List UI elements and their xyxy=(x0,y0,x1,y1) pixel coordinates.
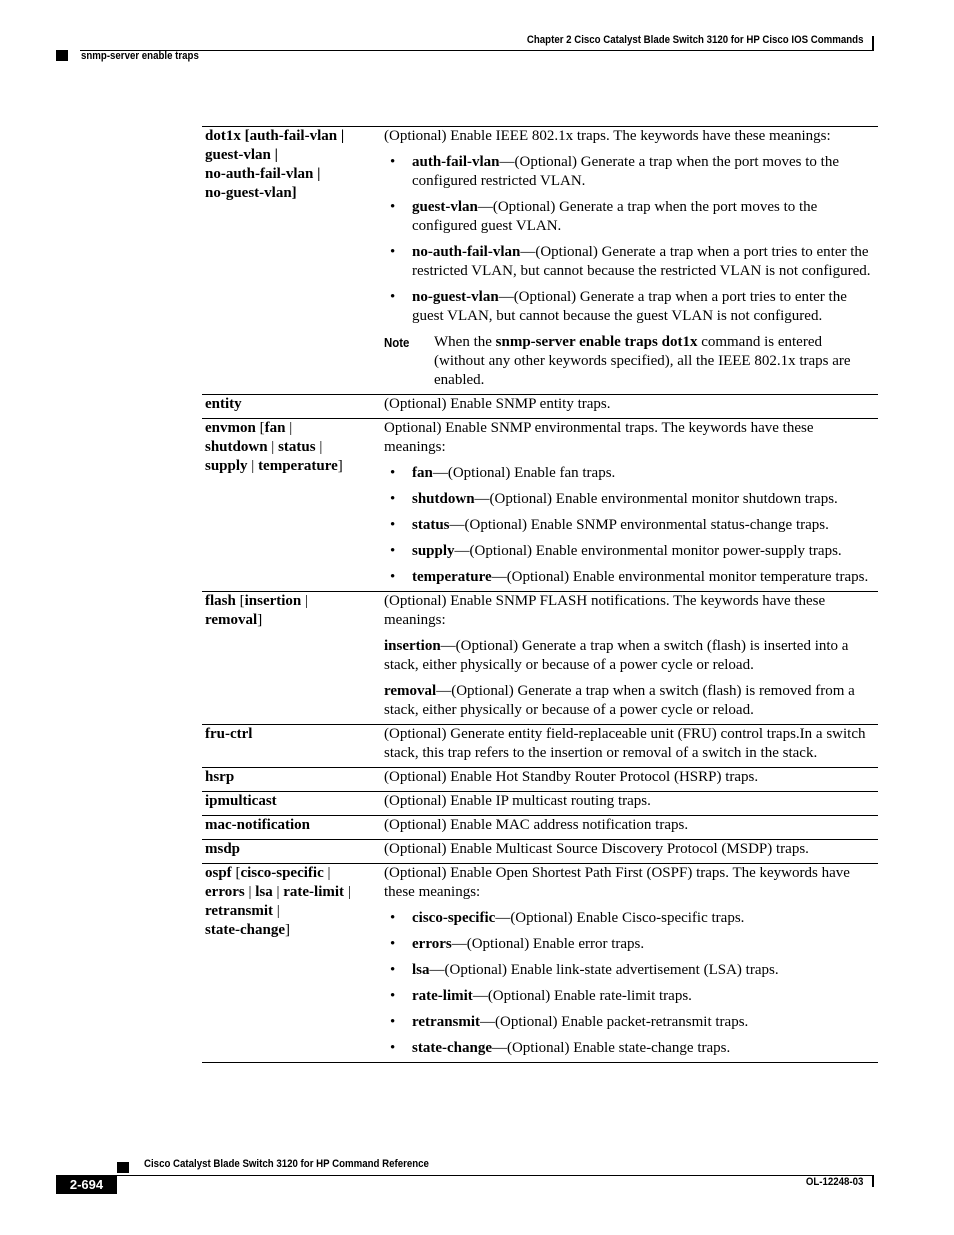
keyword: msdp xyxy=(205,841,241,857)
keyword-cell xyxy=(202,127,381,395)
list-term: auth-fail-vlan xyxy=(412,154,500,170)
header-bar xyxy=(872,36,874,50)
bullet-icon: • xyxy=(390,543,396,559)
syntax-punct: [ xyxy=(231,865,241,881)
description-cell xyxy=(381,864,878,1063)
keyword: dot1x [auth-fail-vlan | xyxy=(205,128,345,144)
keyword-cell xyxy=(202,840,381,864)
keyword: entity xyxy=(205,396,242,412)
list-item xyxy=(384,568,872,587)
list-term: supply xyxy=(412,543,455,559)
list-text: —(Optional) Enable Cisco-specific traps. xyxy=(495,910,745,926)
note-label: Note xyxy=(384,335,410,350)
description-cell: (Optional) Generate entity field-replaceable unit (FRU) control traps.In a switch stack, this trap refers to the insertion or removal of a switch in the stack. xyxy=(381,725,878,768)
list-item xyxy=(384,243,872,281)
list-item xyxy=(384,987,872,1006)
list-term: no-guest-vlan xyxy=(412,289,499,305)
syntax-punct: | xyxy=(344,884,351,900)
bullet-icon: • xyxy=(390,1040,396,1056)
keyword: state-change xyxy=(205,922,285,938)
table-row xyxy=(202,816,878,840)
paragraph xyxy=(384,682,872,720)
keyword: hsrp xyxy=(205,769,235,785)
note-block xyxy=(384,333,872,390)
keyword: envmon xyxy=(205,420,256,436)
keyword: no-guest-vlan] xyxy=(205,185,297,201)
bullet-icon: • xyxy=(390,962,396,978)
description-cell: (Optional) Enable Hot Standby Router Protocol (HSRP) traps. xyxy=(381,768,878,792)
description-intro: (Optional) Enable SNMP FLASH notifications. The keywords have these meanings: xyxy=(384,593,826,628)
keyword-cell xyxy=(202,592,381,725)
header-rule xyxy=(80,50,874,51)
chapter-title: Chapter 2 Cisco Catalyst Blade Switch 3120 for HP Cisco IOS Commands xyxy=(526,34,863,46)
table-row xyxy=(202,840,878,864)
bullet-icon: • xyxy=(390,910,396,926)
list-item xyxy=(384,464,872,483)
table-row xyxy=(202,768,878,792)
list-item xyxy=(384,490,872,509)
list-term: fan xyxy=(412,465,433,481)
keyword: cisco-specific xyxy=(240,865,324,881)
keyword-cell xyxy=(202,768,381,792)
keyword: guest-vlan | xyxy=(205,147,278,163)
syntax-punct: ] xyxy=(337,458,343,474)
list-item xyxy=(384,153,872,191)
list-item xyxy=(384,542,872,561)
list-item xyxy=(384,909,872,928)
description-cell xyxy=(381,127,878,395)
syntax-punct: | xyxy=(301,593,309,609)
table-row xyxy=(202,419,878,592)
header-block-marker xyxy=(56,50,68,61)
list-text: —(Optional) Enable fan traps. xyxy=(432,465,616,481)
list-text: —(Optional) Enable SNMP environmental status-change traps. xyxy=(449,517,829,533)
list-term: state-change xyxy=(412,1040,492,1056)
paragraph-text: —(Optional) Generate a trap when a switch (flash) is removed from a stack, either physically or because of a power cycle or reload. xyxy=(384,683,855,718)
note-command: snmp-server enable traps dot1x xyxy=(495,334,698,350)
keyword-list xyxy=(384,909,872,1058)
keyword: supply xyxy=(205,458,248,474)
description-intro: Optional) Enable SNMP environmental traps. The keywords have these meanings: xyxy=(384,420,814,455)
keyword: removal xyxy=(205,612,258,628)
description-cell: (Optional) Enable Multicast Source Discovery Protocol (MSDP) traps. xyxy=(381,840,878,864)
bullet-icon: • xyxy=(390,289,396,305)
list-item xyxy=(384,961,872,980)
description-intro: (Optional) Enable Open Shortest Path First (OSPF) traps. The keywords have these meanings: xyxy=(384,865,850,900)
footer-rule xyxy=(117,1175,874,1176)
keyword: errors xyxy=(205,884,245,900)
list-text: —(Optional) Enable state-change traps. xyxy=(491,1040,731,1056)
list-item xyxy=(384,516,872,535)
list-text: —(Optional) Enable environmental monitor power-supply traps. xyxy=(454,543,842,559)
syntax-punct: | xyxy=(267,439,279,455)
note-pre: When the xyxy=(434,334,496,350)
syntax-punct: ] xyxy=(284,922,290,938)
table-row xyxy=(202,592,878,725)
keyword: mac-notification xyxy=(205,817,310,833)
keyword: ipmulticast xyxy=(205,793,277,809)
list-term: errors xyxy=(412,936,452,952)
keyword-cell xyxy=(202,792,381,816)
keyword-list xyxy=(384,153,872,326)
syntax-punct: [ xyxy=(235,593,245,609)
description-intro: (Optional) Enable IEEE 802.1x traps. The keywords have these meanings: xyxy=(384,128,831,144)
syntax-punct: | xyxy=(273,903,280,919)
keyword-cell xyxy=(202,725,381,768)
keyword-cell xyxy=(202,864,381,1063)
keyword-cell xyxy=(202,816,381,840)
syntax-punct: | xyxy=(315,439,323,455)
keyword-cell xyxy=(202,395,381,419)
list-text: —(Optional) Enable packet-retransmit traps. xyxy=(480,1014,749,1030)
syntax-punct: | xyxy=(247,458,259,474)
syntax-punct: | xyxy=(285,420,293,436)
syntax-punct: | xyxy=(272,884,284,900)
table-row xyxy=(202,792,878,816)
page-number: 2-694 xyxy=(56,1175,117,1194)
syntax-punct: | xyxy=(323,865,331,881)
bullet-icon: • xyxy=(390,491,396,507)
section-title: snmp-server enable traps xyxy=(81,50,199,62)
list-term: no-auth-fail-vlan xyxy=(412,244,521,260)
paragraph-term: removal xyxy=(384,683,437,699)
footer-title: Cisco Catalyst Blade Switch 3120 for HP Command Reference xyxy=(144,1158,429,1170)
keyword: fru-ctrl xyxy=(205,726,253,742)
keyword: retransmit xyxy=(205,903,274,919)
bullet-icon: • xyxy=(390,244,396,260)
list-item xyxy=(384,1013,872,1032)
list-item xyxy=(384,288,872,326)
note-post: command is entered (without any other keywords specified), all the IEEE 802.1x traps are enabled. xyxy=(434,334,851,388)
bullet-icon: • xyxy=(390,199,396,215)
syntax-punct: | xyxy=(244,884,256,900)
list-term: shutdown xyxy=(412,491,475,507)
table-row xyxy=(202,127,878,395)
list-item xyxy=(384,198,872,236)
keyword: flash xyxy=(205,593,236,609)
list-term: temperature xyxy=(412,569,492,585)
paragraph-text: —(Optional) Generate a trap when a switch (flash) is inserted into a stack, either physically or because of a power cycle or reload. xyxy=(384,638,849,673)
list-item xyxy=(384,935,872,954)
keyword: fan xyxy=(264,420,286,436)
list-term: guest-vlan xyxy=(412,199,478,215)
bullet-icon: • xyxy=(390,1014,396,1030)
description-cell: (Optional) Enable MAC address notification traps. xyxy=(381,816,878,840)
keyword: status xyxy=(278,439,316,455)
bullet-icon: • xyxy=(390,517,396,533)
list-text: —(Optional) Enable environmental monitor shutdown traps. xyxy=(474,491,838,507)
list-text: —(Optional) Enable environmental monitor temperature traps. xyxy=(491,569,869,585)
keyword-table xyxy=(202,126,878,1063)
bullet-icon: • xyxy=(390,936,396,952)
footer-block-marker xyxy=(117,1162,129,1173)
list-term: status xyxy=(412,517,450,533)
paragraph-term: insertion xyxy=(384,638,441,654)
table-row xyxy=(202,864,878,1063)
list-term: retransmit xyxy=(412,1014,481,1030)
list-text: —(Optional) Enable error traps. xyxy=(451,936,645,952)
description-cell: (Optional) Enable IP multicast routing traps. xyxy=(381,792,878,816)
list-text: —(Optional) Enable link-state advertisement (LSA) traps. xyxy=(429,962,779,978)
list-text: —(Optional) Generate a trap when a port tries to enter the restricted VLAN, but cannot because the restricted VLAN is not configured. xyxy=(412,244,871,279)
syntax-punct: [ xyxy=(255,420,265,436)
list-item xyxy=(384,1039,872,1058)
bullet-icon: • xyxy=(390,465,396,481)
description-cell: (Optional) Enable SNMP entity traps. xyxy=(381,395,878,419)
list-term: rate-limit xyxy=(412,988,473,1004)
keyword: rate-limit xyxy=(283,884,345,900)
list-text: —(Optional) Enable rate-limit traps. xyxy=(472,988,692,1004)
keyword: temperature xyxy=(258,458,338,474)
document-id: OL-12248-03 xyxy=(805,1176,863,1188)
bullet-icon: • xyxy=(390,154,396,170)
list-text: —(Optional) Generate a trap when the port moves to the configured restricted VLAN. xyxy=(412,154,839,189)
keyword-cell xyxy=(202,419,381,592)
syntax-punct: ] xyxy=(257,612,263,628)
note-text xyxy=(434,333,872,390)
list-term: cisco-specific xyxy=(412,910,496,926)
table-row xyxy=(202,395,878,419)
list-term: lsa xyxy=(412,962,430,978)
keyword: ospf xyxy=(205,865,232,881)
bullet-icon: • xyxy=(390,988,396,1004)
footer-bar xyxy=(872,1176,874,1187)
table-row xyxy=(202,725,878,768)
description-cell xyxy=(381,592,878,725)
bullet-icon: • xyxy=(390,569,396,585)
keyword: no-auth-fail-vlan | xyxy=(205,166,321,182)
keyword-list xyxy=(384,464,872,587)
description-cell xyxy=(381,419,878,592)
keyword: lsa xyxy=(255,884,273,900)
list-text: —(Optional) Generate a trap when a port tries to enter the guest VLAN, but cannot because the guest VLAN is not configured. xyxy=(412,289,847,324)
paragraph xyxy=(384,637,872,675)
list-text: —(Optional) Generate a trap when the port moves to the configured guest VLAN. xyxy=(412,199,818,234)
keyword: shutdown xyxy=(205,439,268,455)
keyword: insertion xyxy=(244,593,302,609)
